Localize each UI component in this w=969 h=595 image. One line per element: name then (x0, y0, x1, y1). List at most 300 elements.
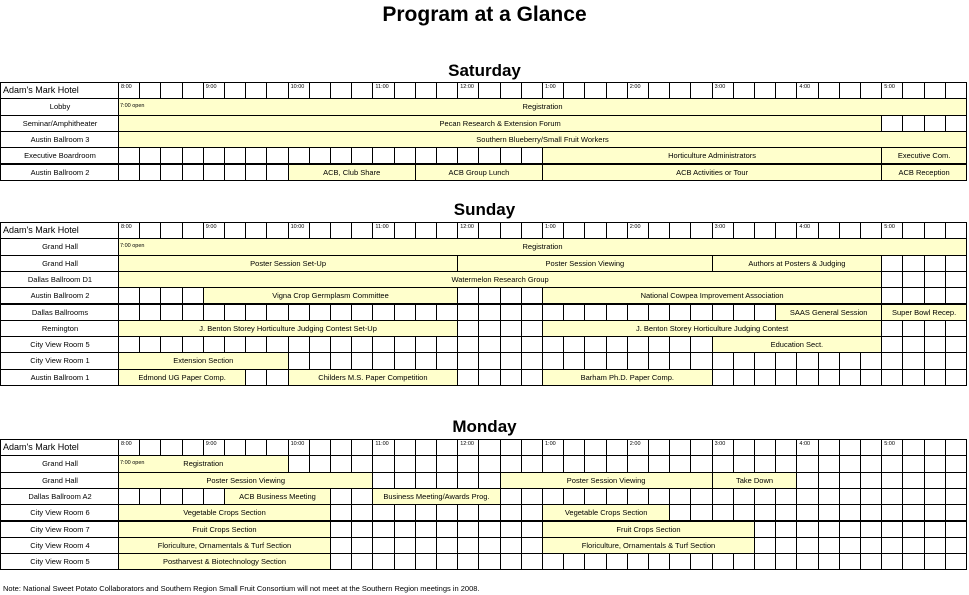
time-slot-cell (669, 222, 691, 239)
time-slot-cell (436, 472, 458, 489)
event-label: Pecan Research & Extension Forum (439, 118, 561, 128)
time-slot-cell (902, 336, 924, 353)
hour-label: 3:00 (714, 84, 726, 90)
time-slot-cell (860, 455, 882, 472)
room-label: City View Room 4 (0, 537, 120, 554)
time-slot-cell (415, 521, 437, 538)
time-slot-cell (521, 352, 543, 369)
time-slot-cell (563, 352, 585, 369)
time-slot-cell (457, 521, 479, 538)
time-slot-cell (330, 504, 352, 521)
room-label: City View Room 5 (0, 553, 120, 570)
event-block[interactable] (415, 164, 543, 181)
room-label: City View Room 5 (0, 336, 120, 353)
time-slot-cell (415, 304, 437, 321)
time-slot-cell (584, 82, 606, 99)
open-time-note: 7:00 open (120, 243, 145, 250)
time-slot-cell (351, 352, 373, 369)
time-slot-cell (945, 488, 967, 505)
time-slot-cell (902, 115, 924, 132)
time-slot-cell (351, 521, 373, 538)
time-slot-cell (796, 537, 818, 554)
time-slot-cell (351, 147, 373, 164)
time-slot-cell (839, 521, 861, 538)
event-block[interactable] (775, 304, 882, 321)
time-slot-cell (309, 439, 331, 456)
event-label: Horticulture Administrators (668, 151, 757, 161)
event-label: Take Down (735, 475, 774, 485)
event-label: Registration (522, 102, 563, 112)
time-slot-cell (584, 455, 606, 472)
hour-label: 9:00 (205, 224, 217, 230)
event-block[interactable] (881, 304, 967, 321)
event-block[interactable] (118, 521, 331, 538)
time-slot-cell (521, 336, 543, 353)
time-slot-cell (457, 320, 479, 337)
time-slot-cell (372, 147, 394, 164)
time-slot-cell (288, 336, 310, 353)
time-slot-cell (521, 287, 543, 304)
time-slot-cell (521, 147, 543, 164)
event-label: Fruit Crops Section (192, 524, 257, 534)
time-slot-cell (394, 336, 416, 353)
time-slot-cell (224, 304, 246, 321)
time-slot-cell (606, 222, 628, 239)
event-label: Authors at Posters & Judging (748, 258, 846, 268)
time-slot-cell (606, 82, 628, 99)
room-label: Austin Ballroom 3 (0, 131, 120, 148)
event-label: Poster Session Viewing (566, 475, 646, 485)
time-slot-cell (457, 304, 479, 321)
time-slot-cell (394, 537, 416, 554)
event-block[interactable] (542, 287, 882, 304)
room-label: Dallas Ballrooms (0, 304, 120, 321)
hour-label: 11:00 (375, 84, 389, 90)
time-slot-cell (182, 164, 204, 181)
time-slot-cell (648, 553, 670, 570)
time-slot-cell (627, 304, 649, 321)
time-slot-cell (648, 304, 670, 321)
event-block[interactable] (500, 472, 713, 489)
schedule-grid-sunday (0, 223, 969, 386)
time-slot-cell (754, 352, 776, 369)
time-slot-cell (818, 222, 840, 239)
time-slot-cell (881, 504, 903, 521)
time-slot-cell (606, 336, 628, 353)
time-slot-cell (139, 439, 161, 456)
time-slot-cell (224, 336, 246, 353)
time-slot-cell (478, 304, 500, 321)
time-slot-cell (902, 455, 924, 472)
room-label: Dallas Ballroom A2 (0, 488, 120, 505)
time-slot-cell (266, 336, 288, 353)
time-slot-cell (902, 352, 924, 369)
event-block[interactable] (118, 255, 458, 272)
time-slot-cell (775, 488, 797, 505)
time-slot-cell (881, 521, 903, 538)
time-slot-cell (924, 439, 946, 456)
time-slot-cell (881, 352, 903, 369)
event-label: ACB Activities or Tour (676, 167, 749, 177)
time-slot-cell (436, 304, 458, 321)
time-slot-cell (415, 455, 437, 472)
time-slot-cell (415, 472, 437, 489)
time-slot-cell (288, 455, 310, 472)
time-slot-cell (457, 352, 479, 369)
time-slot-cell (818, 537, 840, 554)
time-slot-cell (478, 504, 500, 521)
event-label: Registration (522, 242, 563, 252)
event-label: ACB Business Meeting (239, 491, 316, 501)
time-slot-cell (902, 439, 924, 456)
time-slot-cell (712, 369, 734, 386)
time-slot-cell (924, 352, 946, 369)
event-block[interactable] (712, 472, 798, 489)
time-slot-cell (436, 352, 458, 369)
time-slot-cell (775, 537, 797, 554)
time-slot-cell (924, 488, 946, 505)
event-block[interactable] (542, 521, 755, 538)
time-slot-cell (924, 115, 946, 132)
time-slot-cell (839, 472, 861, 489)
time-slot-cell (945, 369, 967, 386)
time-slot-cell (372, 472, 394, 489)
time-slot-cell (351, 336, 373, 353)
room-label: City View Room 1 (0, 352, 120, 369)
time-slot-cell (945, 320, 967, 337)
time-slot-cell (478, 553, 500, 570)
time-slot-cell (669, 336, 691, 353)
time-slot-cell (860, 521, 882, 538)
time-slot-cell (902, 255, 924, 272)
time-slot-cell (881, 537, 903, 554)
time-slot-cell (881, 488, 903, 505)
time-slot-cell (924, 222, 946, 239)
time-slot-cell (839, 369, 861, 386)
time-slot-cell (266, 82, 288, 99)
time-slot-cell (309, 147, 331, 164)
event-label: Executive Com. (897, 151, 951, 161)
time-slot-cell (563, 82, 585, 99)
time-slot-cell (754, 82, 776, 99)
event-label: Vegetable Crops Section (183, 508, 266, 518)
time-slot-cell (160, 164, 182, 181)
time-slot-cell (924, 455, 946, 472)
hour-label: 5:00 (884, 84, 895, 90)
time-slot-cell (457, 336, 479, 353)
time-slot-cell (500, 320, 522, 337)
time-slot-cell (478, 352, 500, 369)
event-block[interactable] (118, 553, 331, 570)
hour-label: 4:00 (799, 84, 811, 90)
event-label: ACB Reception (898, 167, 950, 177)
hour-label: 1:00 (545, 441, 556, 447)
event-block[interactable] (712, 255, 883, 272)
column-header: Adam's Mark Hotel (0, 82, 120, 99)
time-slot-cell (542, 336, 564, 353)
time-slot-cell (266, 222, 288, 239)
time-slot-cell (627, 352, 649, 369)
time-slot-cell (182, 147, 204, 164)
time-slot-cell (669, 455, 691, 472)
time-slot-cell (478, 369, 500, 386)
time-slot-cell (945, 472, 967, 489)
time-slot-cell (584, 439, 606, 456)
event-block[interactable] (881, 164, 967, 181)
time-slot-cell (881, 553, 903, 570)
time-slot-cell (881, 455, 903, 472)
event-block[interactable] (224, 488, 331, 505)
time-slot-cell (182, 222, 204, 239)
time-slot-cell (818, 488, 840, 505)
event-label: ACB, Club Share (323, 167, 381, 177)
time-slot-cell (563, 336, 585, 353)
column-header: Adam's Mark Hotel (0, 439, 120, 456)
time-slot-cell (372, 537, 394, 554)
hour-label: 9:00 (205, 84, 217, 90)
event-block[interactable] (542, 504, 670, 521)
time-slot-cell (902, 553, 924, 570)
event-block[interactable] (542, 537, 755, 554)
time-slot-cell (712, 352, 734, 369)
time-slot-cell (521, 320, 543, 337)
time-slot-cell (288, 304, 310, 321)
time-slot-cell (118, 488, 140, 505)
time-slot-cell (818, 521, 840, 538)
time-slot-cell (542, 553, 564, 570)
time-slot-cell (500, 537, 522, 554)
event-block[interactable] (542, 369, 713, 386)
hour-label: 11:00 (375, 224, 389, 230)
time-slot-cell (733, 352, 755, 369)
time-slot-cell (627, 455, 649, 472)
event-label: National Cowpea Improvement Association (640, 291, 784, 301)
time-slot-cell (245, 369, 267, 386)
column-header: Adam's Mark Hotel (0, 222, 120, 239)
time-slot-cell (902, 521, 924, 538)
time-slot-cell (839, 488, 861, 505)
event-block[interactable] (457, 255, 712, 272)
time-slot-cell (690, 504, 712, 521)
time-slot-cell (521, 504, 543, 521)
time-slot-cell (160, 336, 182, 353)
time-slot-cell (902, 537, 924, 554)
time-slot-cell (478, 147, 500, 164)
hour-label: 5:00 (884, 441, 895, 447)
event-block[interactable] (118, 537, 331, 554)
hour-label: 2:00 (629, 441, 641, 447)
time-slot-cell (139, 222, 161, 239)
time-slot-cell (712, 553, 734, 570)
time-slot-cell (775, 504, 797, 521)
event-block[interactable] (881, 147, 967, 164)
time-slot-cell (309, 336, 331, 353)
time-slot-cell (754, 369, 776, 386)
hour-label: 1:00 (545, 224, 556, 230)
time-slot-cell (754, 553, 776, 570)
time-slot-cell (266, 164, 288, 181)
event-block[interactable] (118, 472, 373, 489)
hour-label: 11:00 (375, 441, 389, 447)
event-label: Vigna Crop Germplasm Committee (272, 291, 389, 301)
time-slot-cell (563, 455, 585, 472)
time-slot-cell (754, 521, 776, 538)
time-slot-cell (733, 455, 755, 472)
time-slot-cell (924, 287, 946, 304)
time-slot-cell (500, 222, 522, 239)
time-slot-cell (712, 504, 734, 521)
time-slot-cell (881, 369, 903, 386)
time-slot-cell (500, 147, 522, 164)
time-slot-cell (945, 352, 967, 369)
event-block[interactable] (542, 320, 882, 337)
event-block[interactable] (118, 131, 967, 148)
event-block[interactable] (118, 320, 458, 337)
event-label: J. Benton Storey Horticulture Judging Contest (636, 323, 789, 333)
time-slot-cell (330, 521, 352, 538)
time-slot-cell (563, 553, 585, 570)
time-slot-cell (902, 504, 924, 521)
time-slot-cell (478, 287, 500, 304)
event-block[interactable] (118, 98, 967, 115)
time-slot-cell (203, 336, 225, 353)
time-slot-cell (796, 472, 818, 489)
time-slot-cell (436, 553, 458, 570)
time-slot-cell (224, 147, 246, 164)
time-slot-cell (945, 287, 967, 304)
time-slot-cell (478, 82, 500, 99)
event-block[interactable] (372, 488, 500, 505)
time-slot-cell (690, 304, 712, 321)
event-label: Southern Blueberry/Small Fruit Workers (476, 134, 609, 144)
hour-label: 4:00 (799, 224, 811, 230)
time-slot-cell (648, 336, 670, 353)
event-block[interactable] (118, 238, 967, 255)
time-slot-cell (690, 488, 712, 505)
time-slot-cell (818, 369, 840, 386)
event-block[interactable] (203, 287, 458, 304)
time-slot-cell (690, 222, 712, 239)
time-slot-cell (606, 488, 628, 505)
time-slot-cell (457, 553, 479, 570)
time-slot-cell (330, 222, 352, 239)
time-slot-cell (542, 488, 564, 505)
hour-label: 8:00 (121, 441, 132, 447)
time-slot-cell (542, 304, 564, 321)
hour-label: 2:00 (629, 84, 641, 90)
time-slot-cell (733, 504, 755, 521)
time-slot-cell (266, 147, 288, 164)
time-slot-cell (733, 304, 755, 321)
time-slot-cell (818, 439, 840, 456)
time-slot-cell (436, 439, 458, 456)
time-slot-cell (160, 304, 182, 321)
time-slot-cell (139, 304, 161, 321)
time-slot-cell (415, 537, 437, 554)
time-slot-cell (924, 553, 946, 570)
time-slot-cell (266, 304, 288, 321)
time-slot-cell (436, 222, 458, 239)
event-block[interactable] (288, 164, 416, 181)
time-slot-cell (415, 82, 437, 99)
event-block[interactable] (712, 336, 883, 353)
event-block[interactable] (118, 352, 289, 369)
time-slot-cell (881, 336, 903, 353)
time-slot-cell (881, 255, 903, 272)
time-slot-cell (902, 222, 924, 239)
time-slot-cell (690, 82, 712, 99)
time-slot-cell (224, 82, 246, 99)
time-slot-cell (182, 287, 204, 304)
time-slot-cell (203, 488, 225, 505)
day-title-monday: Monday (452, 417, 517, 436)
time-slot-cell (796, 504, 818, 521)
time-slot-cell (733, 439, 755, 456)
time-slot-cell (902, 271, 924, 288)
time-slot-cell (818, 472, 840, 489)
time-slot-cell (245, 439, 267, 456)
event-block[interactable] (542, 164, 882, 181)
time-slot-cell (902, 369, 924, 386)
time-slot-cell (606, 304, 628, 321)
time-slot-cell (796, 455, 818, 472)
time-slot-cell (394, 521, 416, 538)
time-slot-cell (860, 222, 882, 239)
time-slot-cell (839, 455, 861, 472)
event-label: Edmond UG Paper Comp. (138, 372, 226, 382)
event-block[interactable] (542, 147, 882, 164)
time-slot-cell (351, 553, 373, 570)
schedule-grid-monday (0, 440, 969, 570)
event-block[interactable] (118, 504, 331, 521)
time-slot-cell (394, 147, 416, 164)
event-block[interactable] (118, 369, 246, 386)
time-slot-cell (436, 504, 458, 521)
time-slot-cell (924, 369, 946, 386)
room-label: Executive Boardroom (0, 147, 120, 164)
time-slot-cell (818, 455, 840, 472)
event-block[interactable] (118, 115, 882, 132)
time-slot-cell (733, 82, 755, 99)
time-slot-cell (839, 222, 861, 239)
event-block[interactable] (288, 369, 459, 386)
time-slot-cell (118, 336, 140, 353)
time-slot-cell (945, 455, 967, 472)
time-slot-cell (521, 82, 543, 99)
event-label: Floriculture, Ornamentals & Turf Section (157, 540, 292, 550)
event-block[interactable] (118, 271, 882, 288)
time-slot-cell (415, 553, 437, 570)
event-block[interactable] (118, 455, 289, 472)
room-label: Austin Ballroom 2 (0, 287, 120, 304)
time-slot-cell (924, 504, 946, 521)
time-slot-cell (245, 304, 267, 321)
room-label: Grand Hall (0, 455, 120, 472)
time-slot-cell (563, 304, 585, 321)
time-slot-cell (245, 82, 267, 99)
time-slot-cell (945, 271, 967, 288)
time-slot-cell (118, 304, 140, 321)
time-slot-cell (457, 455, 479, 472)
time-slot-cell (394, 553, 416, 570)
time-slot-cell (309, 222, 331, 239)
time-slot-cell (563, 488, 585, 505)
time-slot-cell (372, 455, 394, 472)
time-slot-cell (436, 336, 458, 353)
time-slot-cell (775, 352, 797, 369)
time-slot-cell (839, 504, 861, 521)
time-slot-cell (584, 222, 606, 239)
